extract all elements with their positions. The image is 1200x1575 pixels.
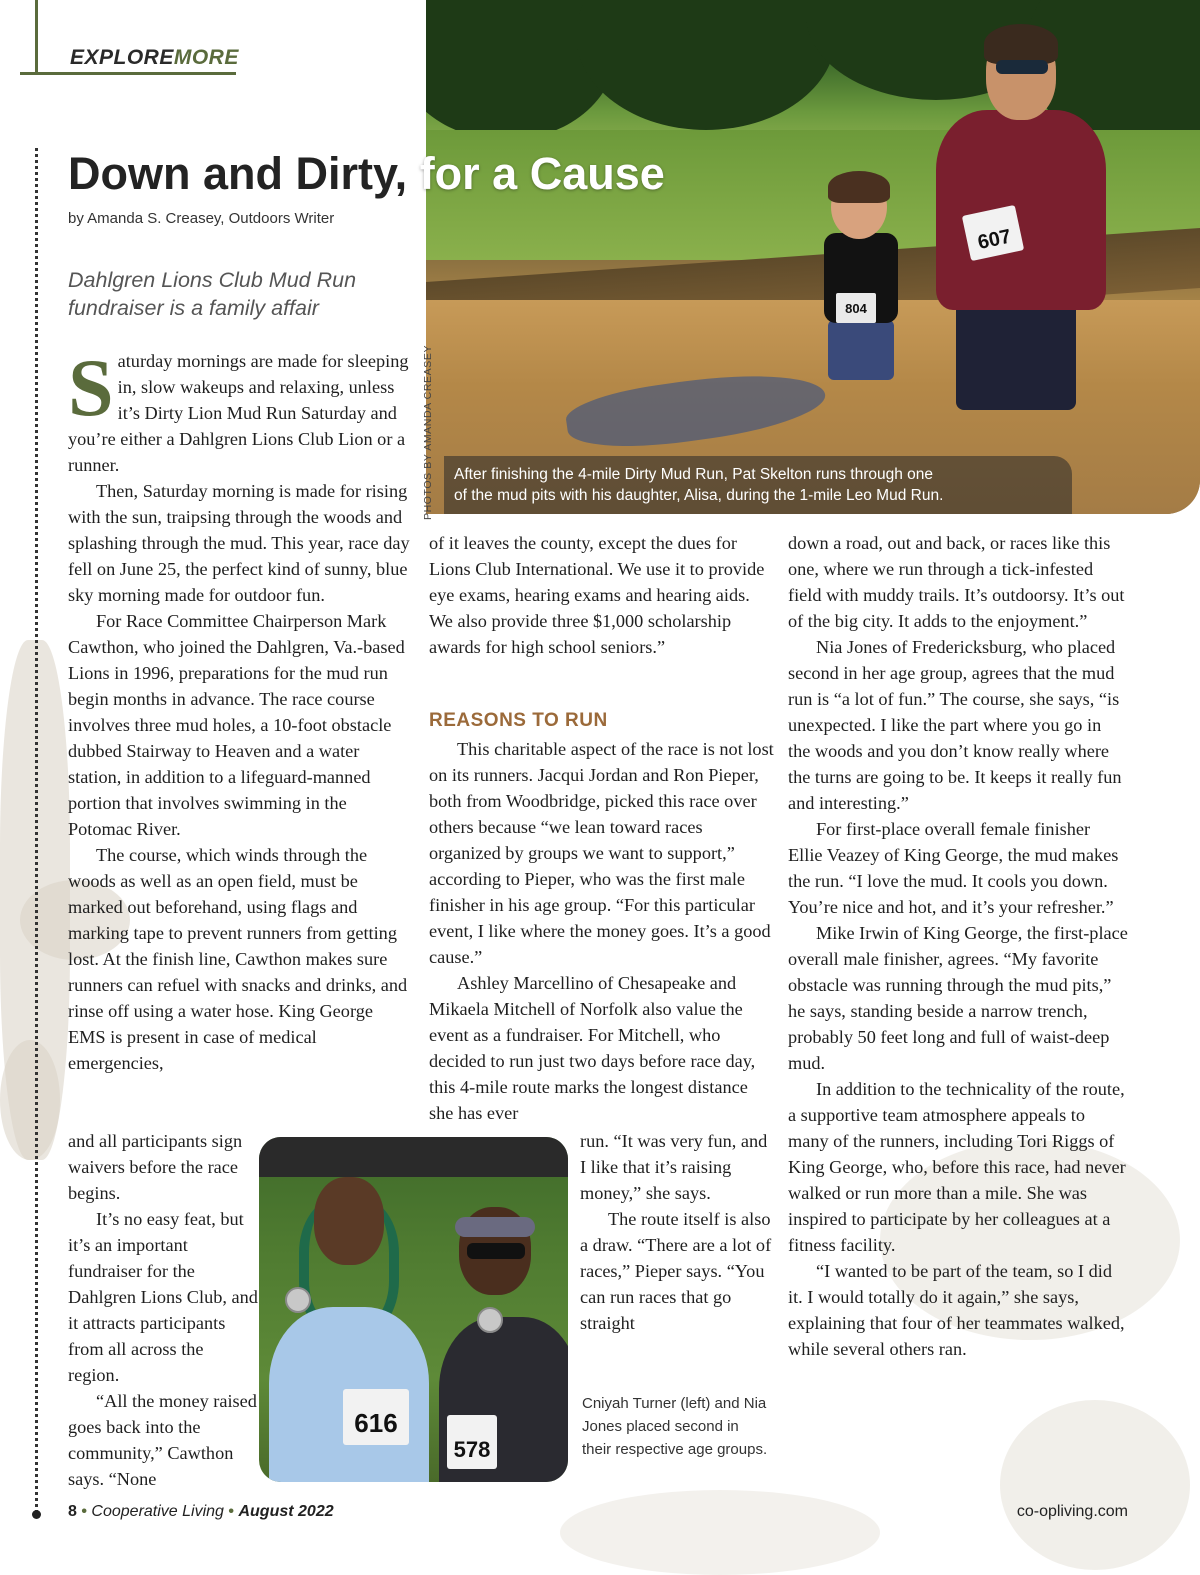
paragraph: Ashley Marcellino of Chesapeake and Mikaela Mitchell of Norfolk also value the event as a fundraiser. For Mitchell, who decided to run just two days before race day, this 4-mile route marks the longest distance she has ever: [429, 973, 756, 1123]
column-1: [68, 342, 413, 1076]
headline-part2: for a Cause: [419, 148, 665, 199]
paragraph: and all participants sign waivers before the race begins.: [68, 1131, 243, 1203]
bullet-separator: •: [228, 1503, 235, 1520]
column-2-wrap: [580, 1128, 775, 1336]
paragraph: In addition to the technicality of the route, a supportive team atmosphere appeals to many of the runners, including Tori Riggs of King George, who, before this race, had never walked or run more than a mile. She was inspired to participate by her colleagues at a fitness facility.: [788, 1079, 1126, 1255]
paragraph: This charitable aspect of the race is not lost on its runners. Jacqui Jordan and Ron Pieper, both from Woodbridge, picked this race over others because “we lean toward races organized by groups we want to support,” according to Pieper, who was the first male finisher in his age group. “For this particular event, I like where the money goes. It’s a good cause.”: [429, 739, 774, 967]
dotted-line-end: [32, 1510, 41, 1519]
paragraph: For Race Committee Chairperson Mark Cawthon, who joined the Dahlgren, Va.-based Lions in 1996, preparations for the mud run begin months in advance. The race course involves three mud holes, a 10-foot obstacle dubbed Stairway to Heaven and a water station, in addition to a lifeguard-manned portion that involves swimming in the Potomac River.: [68, 611, 405, 839]
header-rule-vertical: [35, 0, 38, 74]
dotted-margin-line: [35, 148, 38, 1513]
medal-icon: [285, 1287, 311, 1313]
paragraph: Nia Jones of Fredericksburg, who placed second in her age group, agrees that the mud run is “a lot of fun.” The course, she says, “is unexpected. I like the part where you go in the woods and you don’t know really where the turns are going to be. It keeps it really fun and interesting.”: [788, 637, 1122, 813]
hero-caption: [444, 456, 1072, 514]
paragraph: For first-place overall female finisher Ellie Veazey of King George, the mud makes the run. “I love the mud. It cools you down. You’re nice and hot, and it’s your refresher.”: [788, 819, 1119, 917]
drop-cap: S: [68, 342, 114, 433]
man-legs: [956, 300, 1076, 410]
bullet-separator: •: [81, 1503, 87, 1520]
tent-canopy: [259, 1137, 568, 1177]
mud-splatter: [1000, 1400, 1190, 1570]
race-bib-left: 616: [343, 1389, 409, 1445]
column-1-continued: [68, 1128, 258, 1492]
section-label: [70, 46, 239, 70]
column-2-continued: [429, 736, 774, 1126]
section-label-more: MORE: [173, 46, 239, 69]
man-runner: [896, 30, 1136, 450]
paragraph: of it leaves the county, except the dues for Lions Club International. We use it to provide eye exams, hearing exams and hearing aids. We also provide three $1,000 scholarship awards for high school seniors.”: [429, 533, 765, 657]
paragraph: [68, 342, 413, 478]
man-hair: [984, 24, 1058, 64]
sunglasses: [996, 60, 1048, 74]
girl-hair: [828, 171, 890, 203]
paragraph: Then, Saturday morning is made for rising with the sun, traipsing through the woods and splashing through the mud. This year, race day fell on June 25, the perfect kind of sunny, blue sky morning made for outdoor fun.: [68, 481, 410, 605]
headband: [455, 1217, 535, 1237]
paragraph: run. “It was very fun, and I like that it’s raising money,” she says.: [580, 1131, 768, 1203]
sunglasses: [467, 1243, 525, 1259]
footer-url: co-opliving.com: [1016, 1503, 1128, 1520]
header-rule-horizontal: [20, 72, 236, 75]
man-race-bib: 607: [962, 205, 1024, 261]
mud-splatter: [560, 1490, 880, 1575]
issue-date: August 2022: [238, 1503, 334, 1520]
paragraph: The route itself is also a draw. “There are a lot of races,” Pieper says. “You can run races that go straight: [580, 1209, 772, 1333]
page-number: 8: [68, 1503, 77, 1520]
article-dek: Dahlgren Lions Club Mud Run fundraiser is a family affair: [68, 268, 357, 320]
hero-caption-line2: of the mud pits with his daughter, Alisa, during the 1-mile Leo Mud Run.: [454, 487, 944, 504]
mud-splatter: [0, 1040, 60, 1160]
paragraph: It’s no easy feat, but it’s an important fundraiser for the Dahlgren Lions Club, and it attracts participants from all across the region.: [68, 1209, 258, 1385]
column-2: [429, 530, 774, 660]
subhead: REASONS TO RUN: [429, 710, 608, 731]
magazine-name: Cooperative Living: [91, 1503, 224, 1520]
paragraph: down a road, out and back, or races like this one, where we run through a tick-infested field with muddy trails. It’s outdoorsy. It’s out of the big city. It adds to the enjoyment.”: [788, 533, 1125, 631]
headline-part1: Down and Dirty,: [68, 148, 408, 199]
column-3: [788, 530, 1128, 1362]
photo-credit: PHOTOS BY AMANDA CREASEY: [422, 344, 434, 520]
hero-caption-line1: After finishing the 4-mile Dirty Mud Run, Pat Skelton runs through one: [454, 466, 934, 483]
girl-race-bib: 804: [836, 293, 876, 323]
inset-photo: [259, 1137, 568, 1482]
paragraph-text: aturday mornings are made for sleeping in, slow wakeups and relaxing, unless it’s Dirty Lion Mud Run Saturday and you’re either a Dahlgren Lions Club Lion or a runner.: [68, 351, 409, 475]
hero-photo: [426, 0, 1200, 514]
paragraph: Mike Irwin of King George, the first-place overall male finisher, agrees. “My favorite obstacle was running through the mud pits,” he says, standing beside a narrow trench, probably 50 feet long and full of waist-deep mud.: [788, 923, 1128, 1073]
paragraph: “I wanted to be part of the team, so I did it. I would totally do it again,” she says, explaining that four of her teammates walked, while several others ran.: [788, 1261, 1125, 1359]
article-headline: [68, 148, 665, 200]
inset-caption: Cniyah Turner (left) and Nia Jones placed second in their respective age groups.: [582, 1395, 768, 1458]
race-bib-right: 578: [447, 1415, 497, 1469]
runner-left-head: [314, 1177, 384, 1265]
byline: by Amanda S. Creasey, Outdoors Writer: [68, 210, 335, 227]
paragraph: The course, which winds through the woods as well as an open field, must be marked out beforehand, using flags and marking tape to prevent runners from getting lost. At the finish line, Cawthon makes sure runners can refuel with snacks and drinks, and rinse off using a water hose. King George EMS is present in case of medical emergencies,: [68, 845, 408, 1073]
paragraph: “All the money raised goes back into the community,” Cawthon says. “None: [68, 1391, 257, 1489]
tree-canopy: [576, 0, 836, 130]
footer-folio: [68, 1503, 334, 1521]
man-torso: [936, 110, 1106, 310]
medal-icon: [477, 1307, 503, 1333]
section-label-explore: EXPLORE: [70, 46, 174, 69]
girl-legs: [828, 320, 894, 380]
